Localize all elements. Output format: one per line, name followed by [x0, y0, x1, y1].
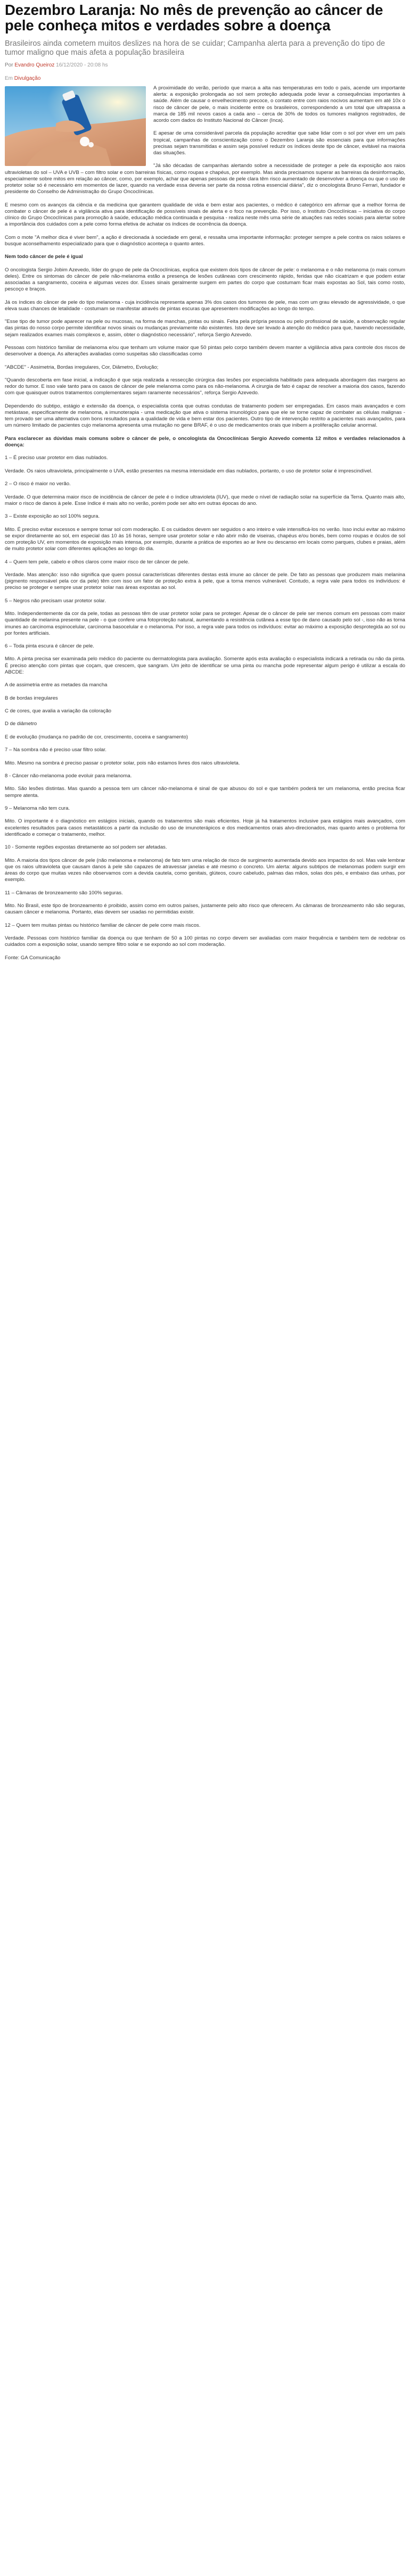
article-paragraph: 7 – Na sombra não é preciso usar filtro solar.: [5, 747, 106, 753]
category: [5, 76, 405, 81]
article-paragraph: "Já são décadas de campanhas alertando sobre a necessidade de proteger a pele da exposição aos raios ultravioletas do sol – UVA e UVB – com filtro solar e com barreiras físicas, como roupas e chapéus, por exemplo. Mas ainda precisamos superar as barreiras da desinformação, especialmente sobre mitos em relação ao câncer, como, por exemplo, achar que apenas pessoas de pele clara têm risco aumentado de desenvolver a doença ou que o uso de protetor solar só é necessário em momentos de lazer, quando na verdade essa deveria ser parte da nossa rotina essencial diária", diz o oncologista Bruno Ferrari, fundador e presidente do Conselho de Administração do Grupo Oncoclínicas.: [5, 163, 405, 195]
sunscreen-photo-icon: [5, 86, 146, 166]
article-paragraph: Verdade. Pessoas com histórico familiar da doença ou que tenham de 50 a 100 pintas no corpo devem ser avaliadas com maior frequência e também tem de redobrar os cuidados com a exposição solar, usando sempre filtro solar e se expondo ao sol com moderação.: [5, 935, 405, 948]
article-paragraph: Já os índices do câncer de pele do tipo melanoma - cuja incidência representa apenas 3% dos casos dos tumores de pele, mas com um grau elevado de agressividade, o que eleva suas chances de letalidade - costumam se manifestar através de pintas escuras que apresentem modificações ao longo do tempo.: [5, 299, 405, 312]
article-paragraph: Pessoas com histórico familiar de melanoma e/ou que tenham um volume maior que 50 pintas pelo corpo também devem manter a vigilância ativa para controle dos riscos de desenvolver a doença. As alterações avaliadas como suspeitas são classificadas como: [5, 344, 405, 358]
byline-prefix: Por: [5, 62, 13, 68]
article-paragraph: C de cores, que avalia a variação da coloração: [5, 708, 111, 714]
article-paragraph: 11 – Câmaras de bronzeamento são 100% seguras.: [5, 890, 123, 896]
article-paragraph: Mito. A pinta precisa ser examinada pelo médico do paciente ou dermatologista para avaliação. Somente após esta avaliação o especialista indicará a retirada ou não da pinta. É preciso atenção com pintas que coçam, que crescem, que sangram. Um jeito de identificar se uma pinta ou mancha pode representar algum perigo é utilizar a escala do ABCDE:: [5, 656, 405, 675]
article-paragraph: 3 – Existe exposição ao sol 100% segura.: [5, 513, 100, 520]
byline-date: 16/12/2020: [56, 62, 83, 68]
article-paragraph: 5 – Negros não precisam usar protetor solar.: [5, 597, 106, 604]
article-paragraph: A de assimetria entre as metades da mancha: [5, 682, 108, 688]
author-link[interactable]: Evandro Queiroz: [14, 62, 55, 68]
article-paragraph: 2 – O risco é maior no verão.: [5, 481, 71, 487]
category-label: Em: [5, 76, 13, 81]
sunscreen-photo: [5, 86, 146, 166]
article-paragraph: E apesar de uma considerável parcela da população acreditar que sabe lidar com o sol por viver em um país tropical, campanhas de conscientização como o Dezembro Laranja são essenciais para que informações precisas sejam transmitidas e assim seja possível reduzir os índices deste tipo de câncer, evitável na maioria das situações.: [153, 130, 405, 156]
article-page: [0, 0, 410, 968]
byline: Por Evandro Queiroz 16/12/2020 - 20:08 hs: [5, 62, 108, 68]
article-paragraph: Mito. No Brasil, este tipo de bronzeamento é proibido, assim como em outros países, justamente pelo alto risco que oferecem. As câmaras de bronzeamento não são seguras, causam câncer e melanoma. Portanto, elas devem ser usadas no permitidas existir.: [5, 902, 405, 916]
article-paragraph: 4 – Quem tem pele, cabelo e olhos claros corre maior risco de ter câncer de pele.: [5, 559, 190, 565]
article-paragraph: "ABCDE" - Assimetria, Bordas irregulares, Cor, Diâmetro, Evolução;: [5, 364, 159, 370]
article-title: Dezembro Laranja: No mês de prevenção ao câncer de pele conheça mitos e verdades sobre a doença: [5, 2, 383, 34]
article-paragraph: O oncologista Sergio Jobim Azevedo, líder do grupo de pele da Oncoclínicas, explica que existem dois tipos de câncer de pele: o melanoma e o não melanoma (o mais comum deles). Entre os sintomas do câncer de pele não-melanoma estão a presença de lesões cutâneas com crescimento rápido, feridas que não cicatrizam e que podem estar associadas a sangramento, coceira e algumas vezes dor. Esses sinais geralmente surgem em partes do corpo que costumam ficar mais expostas ao Sol, tais como rosto, pescoço e braços.: [5, 267, 405, 293]
article-body: [5, 85, 405, 961]
article-paragraph: 12 – Quem tem muitas pintas ou histórico familiar de câncer de pele corre mais riscos.: [5, 922, 201, 928]
article-paragraph: Dependendo do subtipo, estágio e extensão da doença, o especialista conta que outras condutas de tratamento podem ser empregadas. Em casos mais avançados e com metástase, especificamente de melanoma, a imunoterapia - uma medicação que ativa o sistema imunológico para que ele se torne capaz de combater as células malignas - tem provado ser uma alternativa com bons resultados para a qualidade de vida e bem estar dos pacientes. Outro tipo de intervenção restrito a pacientes mais avançados, para um número limitado de pacientes cujo melanoma apresenta uma mutação no gene BRAF, é o uso de medicamentos orais que inibem a proliferação celular anormal.: [5, 403, 405, 429]
article-paragraph: E de evolução (mudança no padrão de cor, crescimento, coceira e sangramento): [5, 734, 188, 740]
article-paragraph: 8 - Câncer não-melanoma pode evoluir para melanoma.: [5, 773, 132, 779]
article-paragraph: "Quando descoberta em fase inicial, a indicação é que seja realizada a ressecção cirúrgica das lesões por especialista habilitado para adequada abordagem das margens ao redor do tumor. E isso vale tanto para os casos de câncer de pele melanoma como para os não-melanoma. A cirurgia de fato é capaz de resolver a maioria dos casos, fazendo com que quaisquer outros tratamentos complementares sejam raramente necessários", reforça Sergio Azevedo.: [5, 377, 405, 396]
article-paragraph: Verdade. Mas atenção: isso não significa que quem possui características diferentes destas está imune ao câncer de pele. De fato as pessoas que produzem mais melanina (pigmento responsável pela cor da pele) têm com isso um fator de proteção extra à pele, que a torna menos vulnerável. Contudo, a regra vale para todos os indivíduos: é preciso se proteger e sempre usar protetor solar nas áreas expostas ao sol.: [5, 571, 405, 591]
article-source: Fonte: GA Comunicação: [5, 954, 61, 961]
article-paragraph: 1 – É preciso usar protetor em dias nublados.: [5, 455, 108, 461]
article-paragraph: Mito. Mesmo na sombra é preciso passar o protetor solar, pois não estamos livres dos raios ultravioleta.: [5, 760, 240, 766]
article-subheading: Para esclarecer as dúvidas mais comuns sobre o câncer de pele, o oncologista da Oncoclínicas Sergio Azevedo comenta 12 mitos e verdades relacionados à doença:: [5, 435, 405, 448]
article-paragraph: "Esse tipo de tumor pode aparecer na pele ou mucosas, na forma de manchas, pintas ou sinais. Feita pela própria pessoa ou pelo profissional de saúde, a observação regular das pintas do nosso corpo permite identificar novos sinais ou mudanças previamente não existentes. Isto deve ser levado à atenção do médico para que, havendo necessidade, sejam realizados exames mais complexos e, assim, obter o diagnóstico necessário", reforça Sergio Azevedo.: [5, 319, 405, 338]
article-paragraph: 10 - Somente regiões expostas diretamente ao sol podem ser afetadas.: [5, 844, 167, 851]
article-paragraph: Com o mote "A melhor dica é viver bem", a ação é direcionada à sociedade em geral, e ressalta uma importante informação: proteger sempre a pele contra os raios solares e busque aconselhamento especializado para que o diagnóstico aconteça o quanto antes.: [5, 234, 405, 247]
article-paragraph: Mito. O importante é o diagnóstico em estágios iniciais, quando os tratamentos são mais eficientes. Hoje já há tratamentos inclusive para estágios mais avançados, com excelentes resultados para casos metastáticos a partir da inclusão do uso de imunoterápicos e dos medicamentos orais alvo-direcionados, mas quanto antes o problema for identificado e começar o tratamento, melhor.: [5, 818, 405, 837]
category-link[interactable]: Divulgação: [14, 76, 41, 81]
article-paragraph: Mito. Independentemente da cor da pele, todas as pessoas têm de usar protetor solar para se proteger. Apesar de o câncer de pele ser menos comum em pessoas com maior quantidade de melanina presente na pele - o que confere uma fotoproteção natural, aumentando a resistência cutânea a esse tipo de dano causado pelo sol -, isso não as torna imunes ao carcinoma espinocelular, carcinoma basocelular e o melanoma. Por isso, a regra vale para todos os indivíduos: evitar ao máximo a exposição desprotegida ao sol ou por fontes artificiais.: [5, 611, 405, 636]
article-paragraph: D de diâmetro: [5, 721, 37, 727]
article-paragraph: B de bordas irregulares: [5, 695, 58, 701]
byline-time: 20:08 hs: [87, 62, 108, 68]
article-paragraph: Verdade. Os raios ultravioleta, principalmente o UVA, estão presentes na mesma intensidade em dias nublados, portanto, o uso de protetor solar é imprescindível.: [5, 468, 373, 474]
article-paragraph: E mesmo com os avanços da ciência e da medicina que garantem qualidade de vida e bem estar aos pacientes, o médico é categórico em afirmar que a melhor forma de combater o câncer de pele é a vigilância ativa para identificação de possíveis sinais de alerta e o foco na prevenção. Por isso, o Instituto Oncoclínicas – iniciativa do corpo clínico do Grupo Oncoclínicas para promoção à saúde, educação médica continuada e pesquisa - realiza neste mês uma série de atuações nas redes sociais para alertar sobre a importância dos cuidados com a pele como forma efetiva de achatar os índices de ocorrência da doença.: [5, 202, 405, 228]
article-subheading: Nem todo câncer de pele é igual: [5, 254, 83, 260]
article-paragraph: A proximidade do verão, período que marca a alta nas temperaturas em todo o país, acende um importante alerta: a exposição prolongada ao sol sem proteção adequada pode levar a consequências importantes à saúde. Além de causar o envelhecimento precoce, o contato entre com raios nocivos aumentam em até 10x o risco de câncer de pele, o mais incidente entre os brasileiros, correspondendo a um total que ultrapassa a marca de 185 mil novos casos a cada ano – cerca de 30% de todos os tumores malignos registrados, de acordo com dados do Instituto Nacional do Câncer (Inca).: [153, 85, 405, 124]
article-subtitle: Brasileiros ainda cometem muitos deslizes na hora de se cuidar; Campanha alerta para a prevenção do tipo de tumor maligno que mais afeta a população brasileira: [5, 39, 386, 57]
article-paragraph: Mito. É preciso evitar excessos e sempre tomar sol com moderação. E os cuidados devem ser seguidos o ano inteiro e vale intensificá-los no verão. Isso inclui evitar ao máximo se expor diretamente ao sol, em especial das 10 às 16 horas, sempre usar protetor solar e não abrir mão de viseiras, chapéus e/ou bonés, bem como roupas e óculos de sol com proteção UV, em momentos de exposição mais intensa, por exemplo, durante a prática de esportes ao ar livre ou descanso em locais como parques, clubes e praias, além de muito protetor solar com diferentes aplicações ao longo do dia.: [5, 526, 405, 552]
article-paragraph: 9 – Melanoma não tem cura.: [5, 805, 70, 811]
article-paragraph: 6 – Toda pinta escura é câncer de pele.: [5, 643, 94, 650]
article-paragraph: Verdade. O que determina maior risco de incidência de câncer de pele é o índice ultravioleta (IUV), que mede o nível de radiação solar na superfície da Terra. Quanto mais alto, maior o risco de danos à pele. Esse índice é mais alto no verão, porém pode ser alto em outras épocas do ano.: [5, 494, 405, 506]
article-paragraph: Mito. São lesões distintas. Mas quando a pessoa tem um câncer não-melanoma é sinal de que abusou do sol e que também poderá ter um melanoma, então precisa ficar sempre atenta.: [5, 786, 405, 799]
article-paragraph: Mito. A maioria dos tipos câncer de pele (não melanoma e melanoma) de fato tem uma relação de risco de surgimento aumentada devido aos impactos do sol. Mas vale lembrar que os raios ultravioleta que causam danos à pele são capazes de atravessar janelas e até mesmo o concreto. Um alerta: alguns subtipos de melanomas podem surgir em áreas do corpo que muitas vezes não observamos com a devida cautela, como genitais, glúteos, couro cabeludo, palmas das mãos, solas dos pés, e embaixo das unhas, por exemplo.: [5, 857, 405, 883]
